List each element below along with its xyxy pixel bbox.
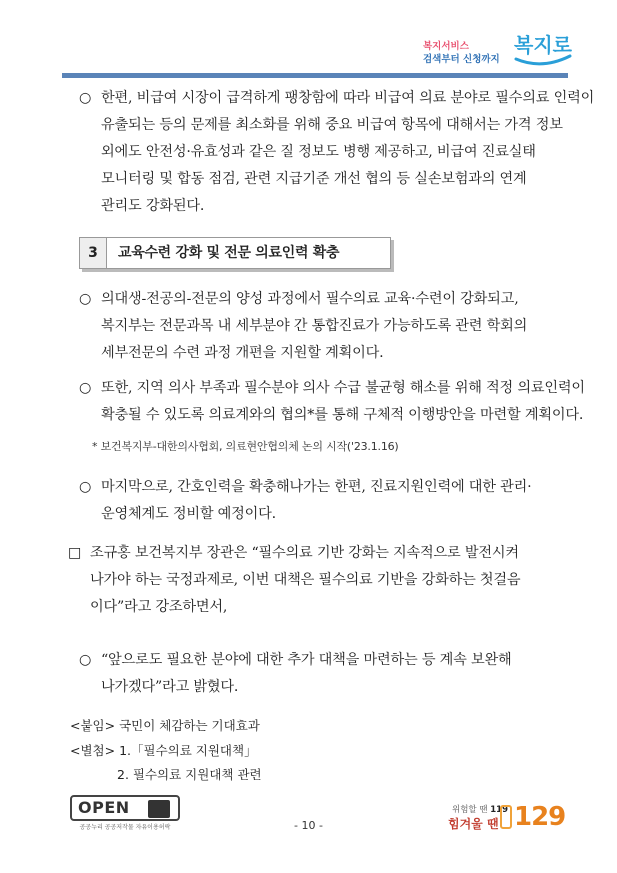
section-number: 3: [80, 238, 107, 268]
attachment-appendix: <붙임> 국민이 체감하는 기대효과: [70, 718, 260, 733]
paragraph-nonbenefit: [79, 85, 595, 220]
hotline-small-text: 위험할 땐 119: [452, 805, 508, 815]
footnote: * 보건복지부-대한의사협회, 의료현안협의체 논의 시작('23.1.16): [92, 440, 399, 453]
paragraph-line: 세부전문의 수련 과정 개편을 지원할 계획이다.: [101, 345, 384, 361]
paragraph-line: “앞으로도 필요한 분야에 대한 추가 대책을 마련하는 등 계속 보완해: [101, 652, 512, 668]
logo-line2: 검색부터 신청까지: [423, 54, 500, 65]
logo-text: [423, 40, 500, 66]
section-title: 교육수련 강화 및 전문 의료인력 확충: [118, 245, 340, 261]
paragraph-line: 한편, 비급여 시장이 급격하게 팽창함에 따라 비급여 의료 분야로 필수의료 인력이: [101, 90, 595, 106]
header-divider: [62, 73, 568, 78]
hotline-number: 129: [514, 802, 566, 832]
header-logo: [0, 22, 617, 72]
logo-mark-text: 복지로: [514, 33, 572, 57]
paragraph-line: 이다”라고 강조하면서,: [90, 599, 228, 615]
circle-bullet: ○: [79, 380, 92, 396]
paragraph-line: 확충될 수 있도록 의료계와의 협의*를 통해 구체적 이행방안을 마련할 계획이다.: [101, 407, 584, 423]
paragraph-line: 복지부는 전문과목 내 세부분야 간 통합진료가 가능하도록 관련 학회의: [101, 318, 528, 334]
section-heading: [79, 237, 391, 269]
circle-bullet: ○: [79, 291, 92, 307]
logo-line1: 복지서비스: [423, 41, 469, 52]
circle-bullet: ○: [79, 479, 92, 495]
paragraph-line: 의대생-전공의-전문의 양성 과정에서 필수의료 교육·수련이 강화되고,: [101, 291, 519, 307]
paragraph-line: 관리도 강화된다.: [101, 198, 205, 214]
square-bullet: □: [68, 545, 82, 561]
paragraph-training: [79, 286, 579, 367]
paragraph-line: 나가야 하는 국정과제로, 이번 대책은 필수의료 기반을 강화하는 첫걸음: [90, 572, 521, 588]
paragraph-line: 마지막으로, 간호인력을 확충해나가는 한편, 진료지원인력에 대한 관리·: [101, 479, 532, 495]
attachment-annex-2: 2. 필수의료 지원대책 관련: [117, 767, 262, 782]
paragraph-line: 모니터링 및 합동 점검, 관련 지급기준 개선 협의 등 실손보험과의 연계: [101, 171, 527, 187]
paragraph-line: 나가겠다”라고 밝혔다.: [101, 679, 239, 695]
paragraph-minister-quote: [68, 540, 578, 621]
open-logo-subtext: 공공누리 공공저작물 자유이용허락: [79, 824, 171, 831]
phone-icon: [500, 805, 512, 829]
paragraph-line: 또한, 지역 의사 부족과 필수분야 의사 수급 불균형 해소를 위해 적정 의료인력이: [101, 380, 585, 396]
paragraph-line: 외에도 안전성·유효성과 같은 질 정보도 병행 제공하고, 비급여 진료실태: [101, 144, 536, 160]
paragraph-nursing: [79, 474, 579, 528]
hotline-label: 힘겨울 땐: [448, 817, 499, 831]
open-logo-text: OPEN: [78, 798, 130, 817]
circle-bullet: ○: [79, 652, 92, 668]
paragraph-line: 조규홍 보건복지부 장관은 “필수의료 기반 강화는 지속적으로 발전시켜: [90, 545, 519, 561]
paragraph-line: 유출되는 등의 문제를 최소화를 위해 중요 비급여 항목에 대해서는 가격 정보: [101, 117, 563, 133]
paragraph-regional-doctors: [79, 375, 585, 429]
circle-bullet: ○: [79, 90, 92, 106]
paragraph-follow-up: [79, 647, 579, 701]
attachment-annex-1: <별첨> 1.「필수의료 지원대책」: [70, 743, 257, 758]
bokjiro-logo-icon: [510, 26, 580, 70]
page-number: - 10 -: [294, 819, 323, 832]
paragraph-line: 운영체계도 정비할 예정이다.: [101, 506, 276, 522]
hotline-logo: [448, 800, 568, 834]
person-icon: [148, 800, 170, 818]
